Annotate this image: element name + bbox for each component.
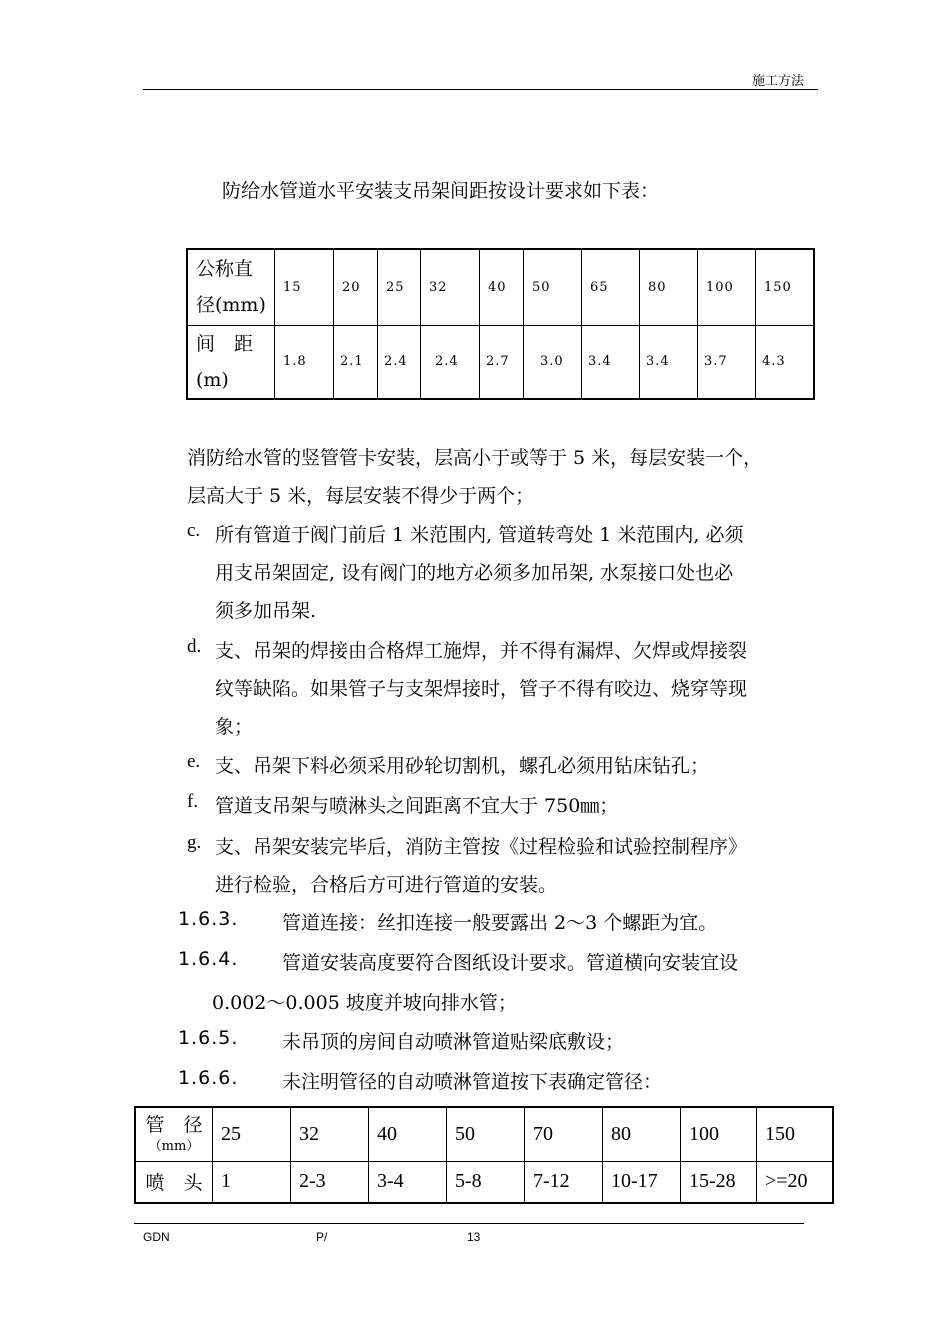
row-label-pipe-diameter [135,1107,213,1161]
row-label-line: 径(mm) [196,294,266,317]
row-label-sprinkler-heads: 喷 头 [135,1161,213,1203]
list-item-line: 支、吊架下料必须采用砂轮切割机，螺孔必须用钻床钻孔； [215,755,710,777]
section-line: 管道连接：丝扣连接一般要露出 2～3 个螺距为宜。 [282,912,718,934]
table-cell: 3.7 [698,325,756,399]
table-cell: 3-4 [369,1161,447,1203]
table-cell: 3.4 [582,325,640,399]
list-item-line: 管道支吊架与喷淋头之间距离不宜大于 750㎜； [215,795,619,817]
table-cell: 100 [681,1107,757,1161]
table-cell: 65 [582,249,640,325]
table-cell: 1.8 [275,325,334,399]
table-cell: 150 [757,1107,834,1161]
table-cell: 50 [524,249,582,325]
table-cell: 2.4 [421,325,480,399]
footer-rule [134,1223,804,1224]
list-item-line: 须多加吊架. [215,600,317,622]
list-item-line: 象； [215,716,254,738]
table-cell: 5-8 [447,1161,525,1203]
page-number: 13 [467,1230,481,1244]
list-item-line: 支、吊架安装完毕后，消防主管按《过程检验和试验控制程序》 [215,836,748,858]
list-marker: f. [187,791,199,812]
section-line: 0.002～0.005 坡度并坡向排水管； [212,992,517,1014]
row-label-text: 管 径 [145,1114,203,1137]
table-cell: 15-28 [681,1161,757,1203]
table-cell: 80 [640,249,698,325]
riser-paragraph-line: 层高大于 5 米，每层安装不得少于两个； [187,485,535,507]
table-cell: 25 [378,249,421,325]
table-cell: 15 [275,249,334,325]
table-cell: 2.1 [334,325,378,399]
table-cell: 40 [369,1107,447,1161]
section-number: 1.6.5. [178,1027,239,1049]
table-cell: >=20 [757,1161,834,1203]
table-cell: 3.0 [524,325,582,399]
section-line: 未吊顶的房间自动喷淋管道贴梁底敷设； [282,1031,625,1053]
table-cell: 70 [525,1107,603,1161]
list-item-line: 所有管道于阀门前后 1 米范围内, 管道转弯处 1 米范围内, 必须 [215,524,744,546]
list-marker: g. [187,832,202,853]
footer-middle: P/ [316,1230,328,1244]
table-cell: 7-12 [525,1161,603,1203]
section-number: 1.6.6. [178,1067,239,1089]
list-item-line: 进行检验，合格后方可进行管道的安装。 [215,874,558,896]
header-section-title: 施工方法 [752,74,805,89]
section-number: 1.6.3. [178,908,239,930]
list-marker: d. [187,636,202,657]
table-cell: 20 [334,249,378,325]
table-cell: 2-3 [291,1161,369,1203]
row-label-diameter [187,249,275,325]
table-cell: 2.4 [378,325,421,399]
table-cell: 3.4 [640,325,698,399]
table-cell: 100 [698,249,756,325]
riser-paragraph-line: 消防给水管的竖管管卡安装，层高小于或等于 5 米，每层安装一个， [187,447,763,469]
row-label-line: 公称直 [196,258,254,281]
support-spacing-table [186,248,815,400]
row-label-line: (m) [196,368,229,391]
table-cell: 1 [213,1161,291,1203]
table-cell: 32 [421,249,480,325]
list-item-line: 用支吊架固定, 设有阀门的地方必须多加吊架, 水泵接口处也必 [215,562,734,584]
sprinkler-pipe-table [134,1106,834,1204]
list-marker: c. [187,520,201,541]
intro-text: 防给水管道水平安装支吊架间距按设计要求如下表： [222,180,660,202]
table-cell: 150 [756,249,815,325]
table-cell: 32 [291,1107,369,1161]
row-label-unit: （mm） [148,1139,200,1155]
table-cell: 4.3 [756,325,815,399]
list-item-line: 支、吊架的焊接由合格焊工施焊，并不得有漏焊、欠焊或焊接裂 [215,640,748,662]
section-line: 管道安装高度要符合图纸设计要求。管道横向安装宜设 [282,952,739,974]
table-cell: 50 [447,1107,525,1161]
list-item-line: 纹等缺陷。如果管子与支架焊接时，管子不得有咬边、烧穿等现 [215,678,748,700]
section-line: 未注明管径的自动喷淋管道按下表确定管径： [282,1071,663,1093]
footer-left: GDN [143,1230,170,1244]
list-marker: e. [187,751,201,772]
table-cell: 80 [603,1107,681,1161]
section-number: 1.6.4. [178,948,239,970]
table-cell: 2.7 [480,325,524,399]
row-label-spacing [187,325,275,399]
header-rule [143,89,818,90]
table-cell: 10-17 [603,1161,681,1203]
table-cell: 25 [213,1107,291,1161]
row-label-line: 间 距 [196,332,254,355]
table-cell: 40 [480,249,524,325]
